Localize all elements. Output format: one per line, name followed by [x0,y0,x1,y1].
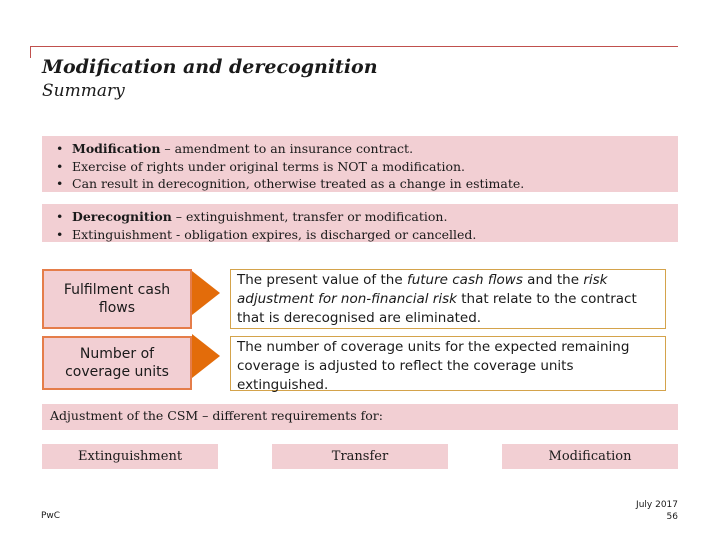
bullet-text: Exercise of rights under original terms is NOT a modification. [72,158,465,174]
bullet-item [56,158,666,176]
top-rule-tick [30,46,31,58]
bullet-item [56,208,666,226]
fulfilment-cash-flows-label: Fulfilment cash flows [42,269,192,329]
arrow-right-icon [192,271,220,315]
bullet-text: Extinguishment - obligation expires, is discharged or cancelled. [72,226,477,242]
footer-date-page [636,499,678,523]
bullet-icon: • [56,226,64,242]
bullet-term: Derecognition [72,209,172,224]
derecognition-block [42,204,678,242]
bullet-text: – amendment to an insurance contract. [160,141,414,156]
footer-date: July 2017 [636,500,678,510]
coverage-units-description: The number of coverage units for the expected remaining coverage is adjusted to reflect the coverage units extinguished. [230,336,666,391]
bullet-item [56,140,666,158]
page-number: 56 [666,512,678,522]
option-transfer: Transfer [272,444,448,469]
slide-title: Modification and derecognition [42,56,378,78]
bullet-icon: • [56,158,64,174]
slide-subtitle: Summary [42,81,125,101]
modification-block [42,136,678,192]
coverage-units-label: Number of coverage units [42,336,192,390]
top-rule [30,46,678,47]
option-modification: Modification [502,444,678,469]
csm-adjustment-heading: Adjustment of the CSM – different requirements for: [42,404,678,430]
footer-brand: PwC [41,511,61,521]
bullet-icon: • [56,209,64,224]
fulfilment-cash-flows-description: The present value of the future cash flows and the risk adjustment for non-financial risk that relate to the contract that is derecognised are eliminated. [230,269,666,329]
option-extinguishment: Extinguishment [42,444,218,469]
bullet-item [56,226,666,244]
bullet-text: Can result in derecognition, otherwise treated as a change in estimate. [72,176,525,191]
bullet-text: – extinguishment, transfer or modification. [171,209,448,224]
bullet-icon: • [56,176,64,191]
bullet-term: Modification [72,141,161,156]
arrow-right-icon [192,334,220,378]
bullet-item [56,175,666,193]
bullet-icon: • [56,141,64,156]
